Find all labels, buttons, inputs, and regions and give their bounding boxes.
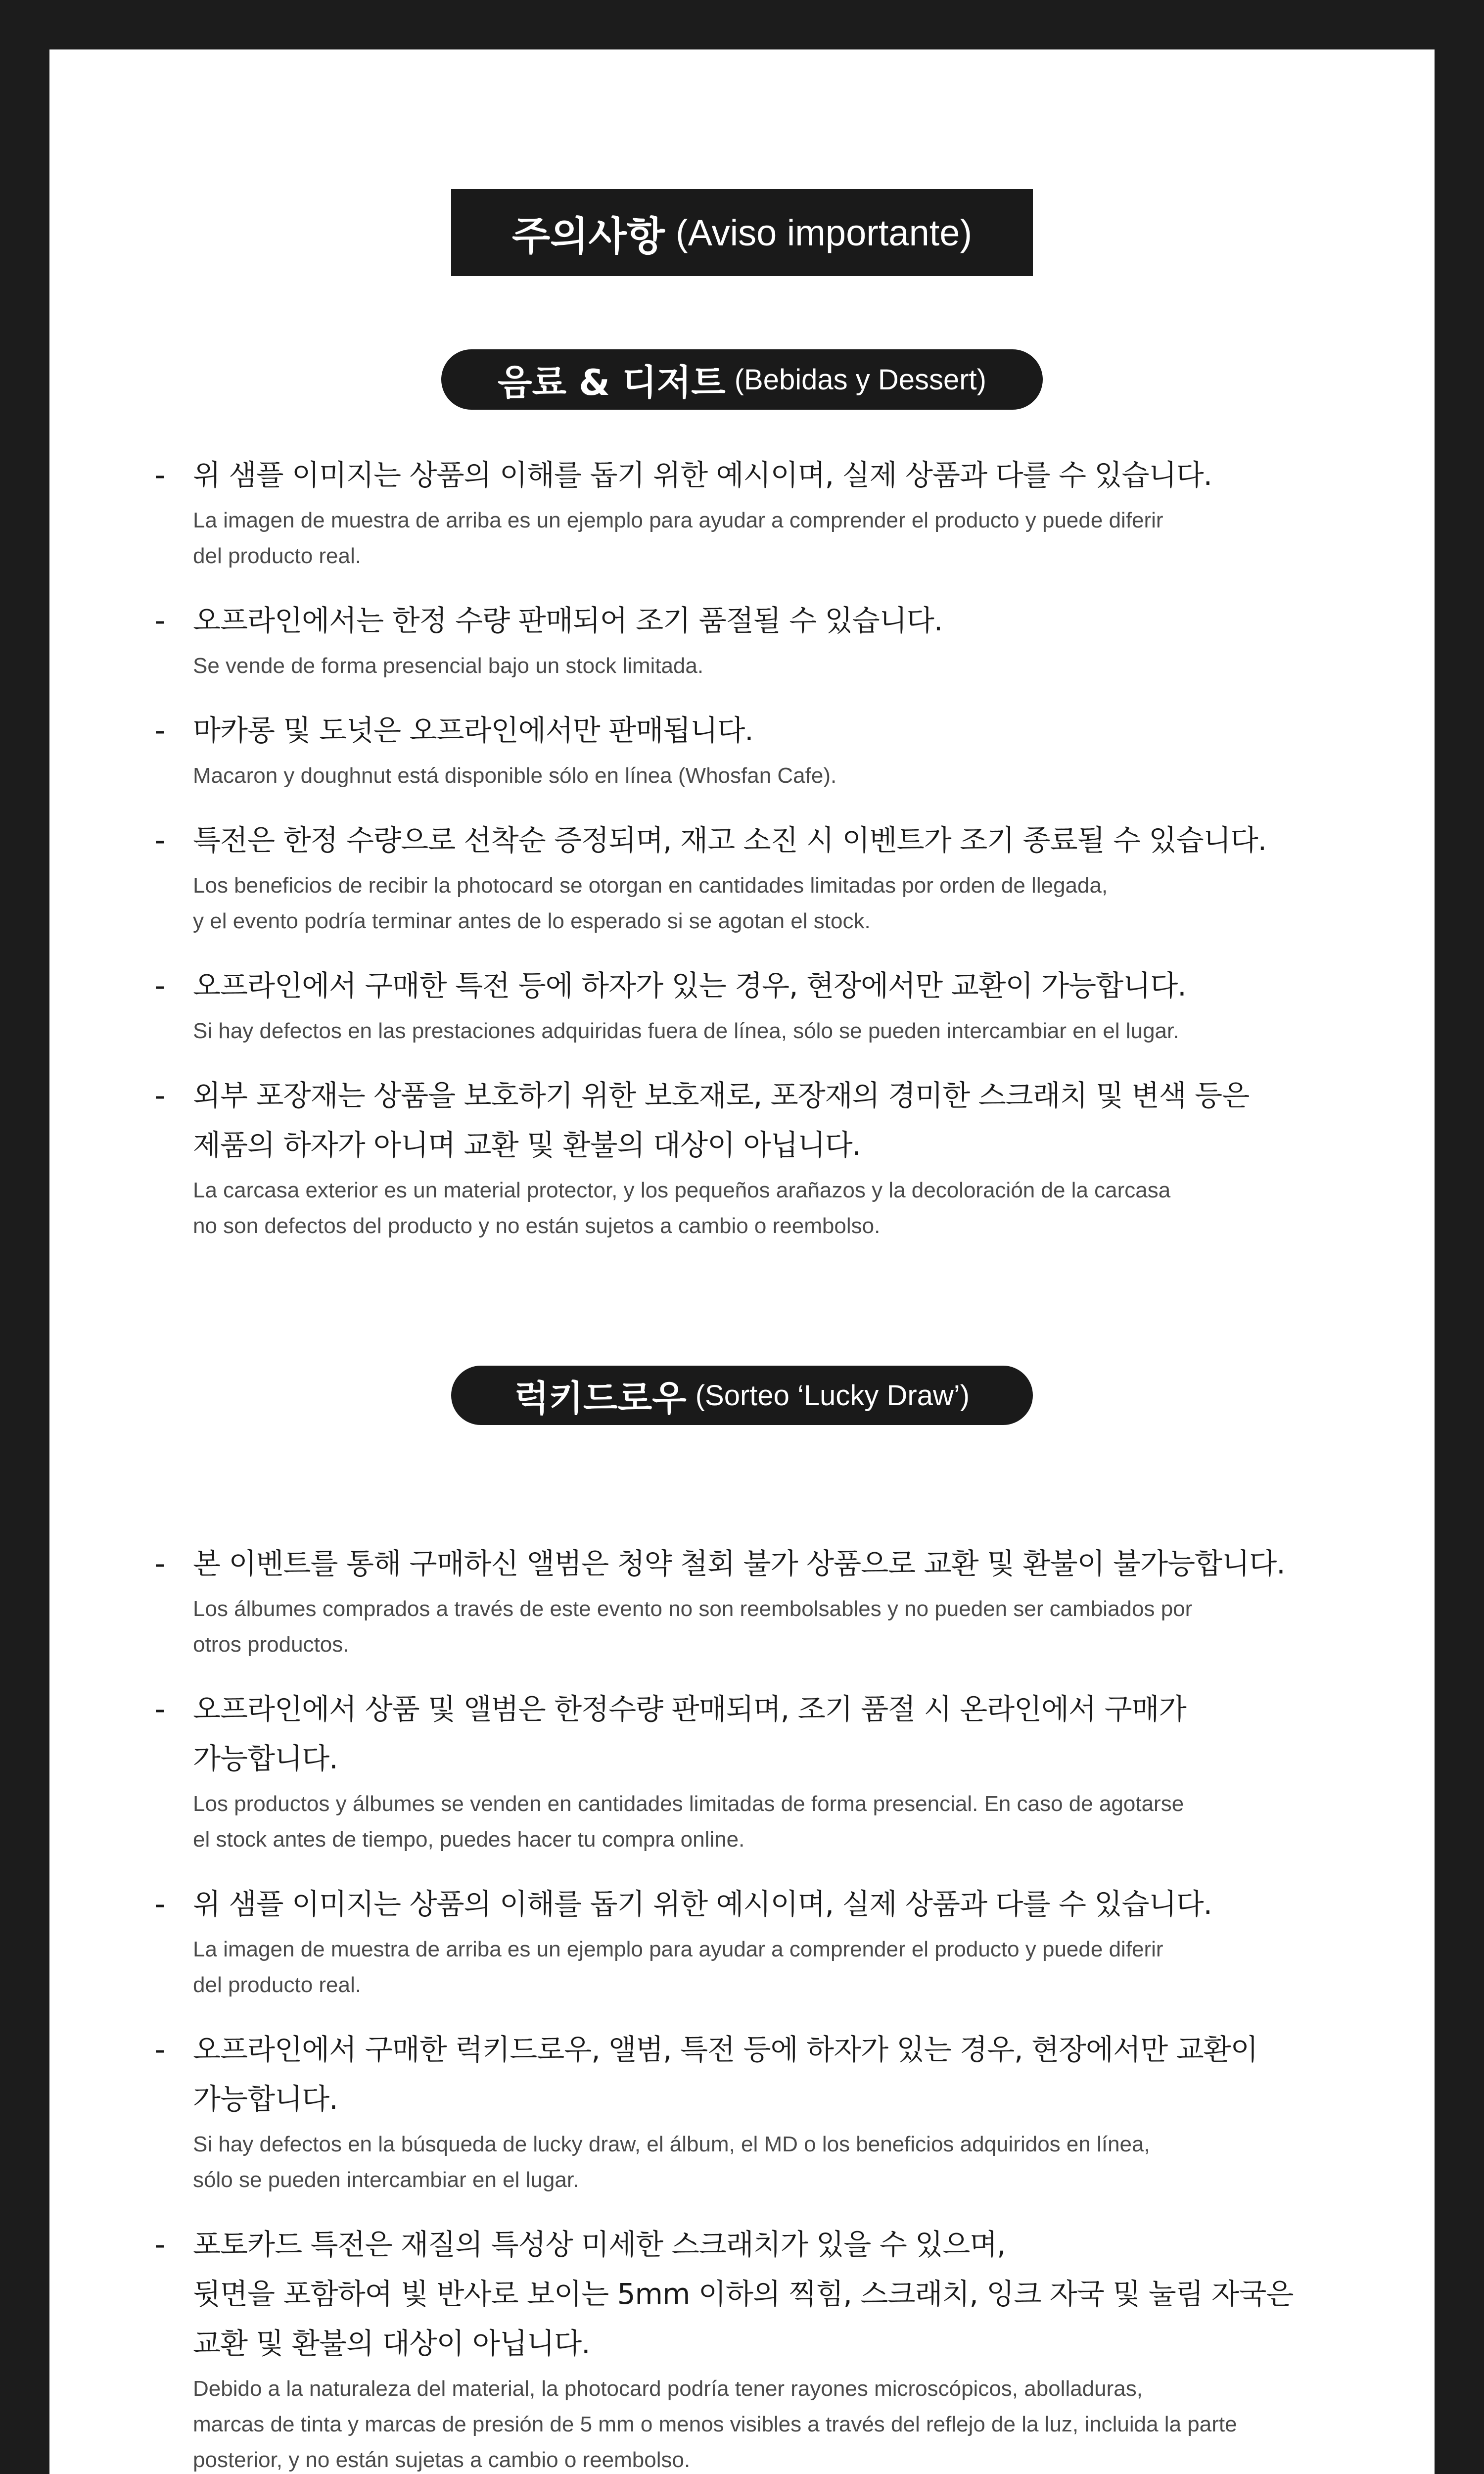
list-item [154, 706, 1391, 794]
dash-bullet: - [154, 712, 166, 748]
notice-spanish: La imagen de muestra de arriba es un ejemplo para ayudar a comprender el producto y puede diferir del producto real. [193, 508, 1163, 568]
list-item [154, 2025, 1391, 2198]
dash-bullet: - [154, 2226, 166, 2262]
notice-korean: 오프라인에서 구매한 럭키드로우, 앨범, 특전 등에 하자가 있는 경우, 현장에서만 교환이 가능합니다. [193, 2033, 1258, 2116]
dash-bullet: - [154, 1691, 166, 1727]
list-item [154, 1879, 1391, 2003]
notice-korean: 위 샘플 이미지는 상품의 이해를 돕기 위한 예시이며, 실제 상품과 다를 수 있습니다. [193, 1887, 1212, 1921]
list-item [154, 1684, 1391, 1857]
dash-bullet: - [154, 602, 166, 638]
notice-korean: 오프라인에서 상품 및 앨범은 한정수량 판매되며, 조기 품절 시 온라인에서 구매가 가능합니다. [193, 1692, 1186, 1775]
section-heading-beverages [441, 349, 1043, 410]
section-heading-lucky-draw [451, 1366, 1033, 1425]
notice-spanish: Macaron y doughnut está disponible sólo en línea (Whosfan Cafe). [193, 763, 837, 788]
notice-korean: 외부 포장재는 상품을 보호하기 위한 보호재로, 포장재의 경미한 스크래치 및 변색 등은 제품의 하자가 아니며 교환 및 환불의 대상이 아닙니다. [193, 1079, 1250, 1162]
dash-bullet: - [154, 457, 166, 493]
notice-spanish: Los productos y álbumes se venden en cantidades limitadas de forma presencial. En caso de agotarse el stock antes de tiempo, puedes hacer tu compra online. [193, 1792, 1184, 1852]
beverages-notice-list [154, 450, 1391, 1266]
dash-bullet: - [154, 967, 166, 1003]
notice-spanish: Si hay defectos en las prestaciones adquiridas fuera de línea, sólo se pueden intercambiar en el lugar. [193, 1019, 1179, 1043]
section-heading-korean: 럭키드로우 [514, 1378, 687, 1419]
list-item [154, 450, 1391, 574]
list-item [154, 961, 1391, 1049]
list-item [154, 1071, 1391, 1244]
notice-spanish: Los beneficios de recibir la photocard se otorgan en cantidades limitadas por orden de llegada, y el evento podría terminar antes de lo esperado si se agotan el stock. [193, 873, 1108, 933]
section-heading-korean: 음료 & 디저트 [498, 362, 726, 403]
lucky-draw-notice-list [154, 1539, 1391, 2474]
list-item [154, 2220, 1391, 2474]
page-title-spanish: (Aviso importante) [676, 212, 973, 253]
notice-korean: 위 샘플 이미지는 상품의 이해를 돕기 위한 예시이며, 실제 상품과 다를 수 있습니다. [193, 458, 1212, 492]
notice-korean: 포토카드 특전은 재질의 특성상 미세한 스크래치가 있을 수 있으며, 뒷면을 포함하여 빛 반사로 보이는 5mm 이하의 찍힘, 스크래치, 잉크 자국 및 눌림 자국은 교환 및 환불의 대상이 아닙니다. [193, 2228, 1294, 2360]
page-title-korean: 주의사항 [511, 213, 665, 259]
notice-spanish: Se vende de forma presencial bajo un stock limitada. [193, 654, 704, 678]
section-heading-spanish: (Sorteo ‘Lucky Draw’) [695, 1379, 970, 1412]
notice-korean: 특전은 한정 수량으로 선착순 증정되며, 재고 소진 시 이벤트가 조기 종료될 수 있습니다. [193, 823, 1267, 857]
list-item [154, 815, 1391, 939]
notice-spanish: Los álbumes comprados a través de este evento no son reembolsables y no pueden ser cambiados por otros productos. [193, 1597, 1193, 1657]
notice-card [49, 49, 1435, 2474]
notice-korean: 본 이벤트를 통해 구매하신 앨범은 청약 철회 불가 상품으로 교환 및 환불이 불가능합니다. [193, 1547, 1285, 1580]
section-heading-spanish: (Bebidas y Dessert) [734, 363, 986, 396]
page-title [451, 189, 1033, 276]
notice-spanish: La imagen de muestra de arriba es un ejemplo para ayudar a comprender el producto y puede diferir del producto real. [193, 1937, 1163, 1997]
notice-korean: 오프라인에서는 한정 수량 판매되어 조기 품절될 수 있습니다. [193, 604, 943, 637]
dash-bullet: - [154, 1545, 166, 1581]
list-item [154, 596, 1391, 684]
notice-spanish: Debido a la naturaleza del material, la photocard podría tener rayones microscópicos, abolladuras, marcas de tinta y marcas de presión de 5 mm o menos visibles a través del reflejo de la luz, incluida la parte posterior, y no están sujetas a cambio o reembolso. [193, 2377, 1237, 2472]
notice-spanish: La carcasa exterior es un material protector, y los pequeños arañazos y la decoloración de la carcasa no son defectos del producto y no están sujetos a cambio o reembolso. [193, 1178, 1171, 1238]
notice-korean: 마카롱 및 도넛은 오프라인에서만 판매됩니다. [193, 714, 753, 747]
dash-bullet: - [154, 822, 166, 858]
list-item [154, 1539, 1391, 1663]
dash-bullet: - [154, 1077, 166, 1113]
dash-bullet: - [154, 1886, 166, 1922]
notice-spanish: Si hay defectos en la búsqueda de lucky draw, el álbum, el MD o los beneficios adquiridos en línea, sólo se pueden intercambiar en el lugar. [193, 2132, 1150, 2192]
dash-bullet: - [154, 2031, 166, 2067]
notice-korean: 오프라인에서 구매한 특전 등에 하자가 있는 경우, 현장에서만 교환이 가능합니다. [193, 969, 1186, 1002]
